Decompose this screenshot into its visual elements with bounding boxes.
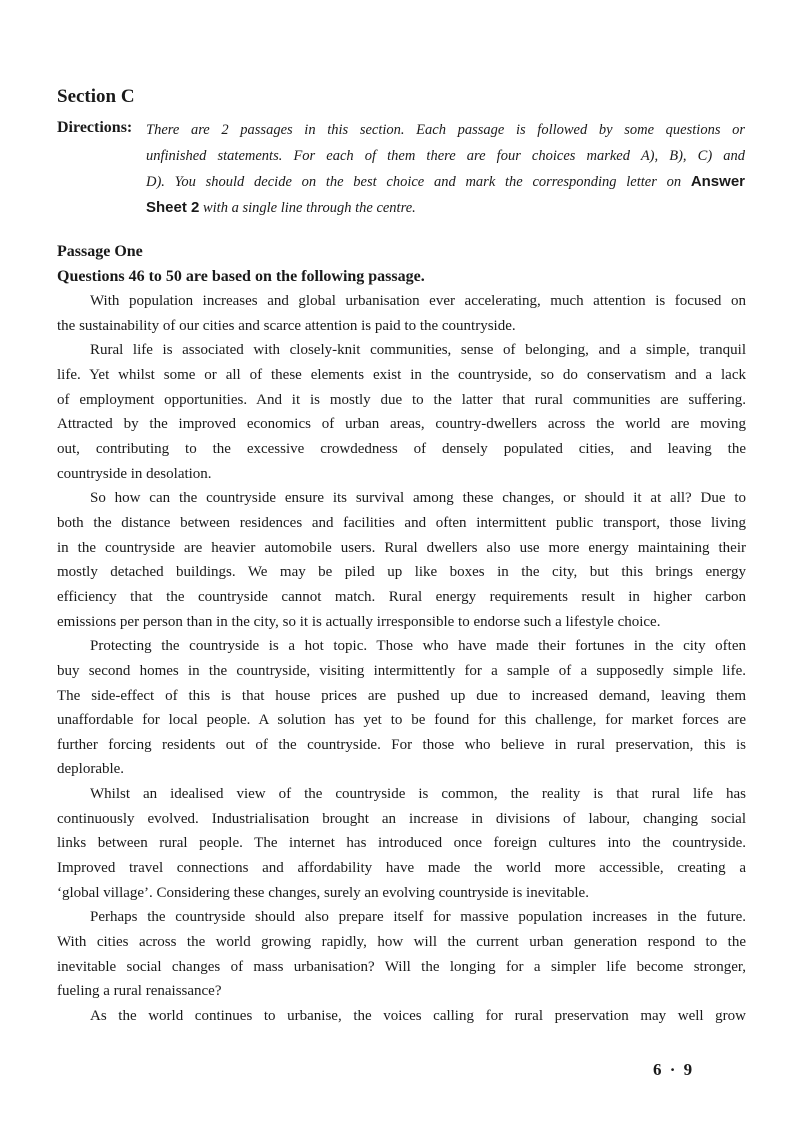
directions-text-segment: There are 2 passages in this section. Each passage is followed by some questions or (146, 122, 745, 138)
passage-body (57, 289, 746, 1029)
paragraph (57, 338, 746, 486)
paragraph-line: of employment opportunities. And it is mostly due to the latter that rural communities are suffering. (57, 391, 746, 408)
questions-note: Questions 46 to 50 are based on the following passage. (57, 268, 425, 285)
passage-title: Passage One (57, 243, 143, 260)
paragraph-line: out, contributing to the excessive crowdedness of densely populated cities, and leaving the (57, 440, 746, 457)
paragraph (57, 905, 746, 1004)
paragraph-line: Perhaps the countryside should also prepare itself for massive population increases in the future. (90, 909, 746, 926)
directions-line (146, 145, 745, 171)
paragraph-line: fueling a rural renaissance? (57, 983, 222, 1000)
paragraph-line: the sustainability of our cities and scarce attention is paid to the countryside. (57, 317, 516, 334)
paragraph-line: both the distance between residences and facilities and often intermittent public transport, those living (57, 514, 746, 531)
paragraph-line: The side-effect of this is that house prices are pushed up due to increased demand, leaving them (57, 687, 746, 704)
paragraph-line: inevitable social changes of mass urbanisation? Will the longing for a simpler life become stronger, (57, 958, 746, 975)
directions-line (146, 119, 745, 145)
paragraph-line: countryside in desolation. (57, 465, 212, 482)
directions-label: Directions: (57, 119, 133, 136)
section-title: Section C (57, 86, 135, 107)
paragraph-line: Attracted by the improved economics of urban areas, country-dwellers across the world are moving (57, 416, 746, 433)
paragraph-line: life. Yet whilst some or all of these elements exist in the countryside, so do conservatism and a lack (57, 366, 746, 383)
directions-text-segment: unfinished statements. For each of them there are four choices marked A), B), C) and (146, 148, 745, 164)
directions-line (146, 171, 745, 197)
paragraph (57, 289, 746, 338)
directions-text-segment: with a single line through the centre. (199, 200, 416, 216)
paragraph-line: With population increases and global urbanisation ever accelerating, much attention is focused on (90, 293, 746, 309)
directions-text (146, 119, 745, 223)
answer-sheet-emphasis: Sheet 2 (146, 199, 200, 216)
paragraph-line: Protecting the countryside is a hot topic. Those who have made their fortunes in the city often (90, 638, 746, 655)
paragraph (57, 782, 746, 905)
paragraph-line: emissions per person than in the city, so it is actually irresponsible to endorse such a lifestyle choice. (57, 613, 661, 630)
paragraph-line: in the countryside are heavier automobile users. Rural dwellers also use more energy maintaining their (57, 539, 746, 556)
page-number: 6 · 9 (653, 1060, 695, 1079)
paragraph-line: efficiency that the countryside cannot match. Rural energy requirements result in higher carbon (57, 588, 746, 605)
paragraph-line: Whilst an idealised view of the countryside is common, the reality is that rural life has (90, 786, 746, 803)
paragraph (57, 634, 746, 782)
paragraph-line: continuously evolved. Industrialisation brought an increase in divisions of labour, changing social (57, 810, 746, 827)
paragraph-line: As the world continues to urbanise, the voices calling for rural preservation may well grow (90, 1008, 746, 1025)
paragraph-line: deplorable. (57, 761, 125, 778)
paragraph (57, 486, 746, 634)
directions-text-segment: D). You should decide on the best choice and mark the corresponding letter on (146, 174, 691, 190)
paragraph-line: So how can the countryside ensure its survival among these changes, or should it at all? Due to (90, 490, 746, 507)
paragraph-line: mostly detached buildings. We may be piled up like boxes in the city, but this brings energy (57, 564, 746, 581)
paragraph-line: ‘global village’. Considering these changes, surely an evolving countryside is inevitable. (57, 884, 589, 901)
paragraph-line: With cities across the world growing rapidly, how will the current urban generation respond to the (57, 934, 746, 951)
paragraph-line: buy second homes in the countryside, visiting intermittently for a sample of a supposedly simple life. (57, 662, 746, 679)
paragraph-line: Rural life is associated with closely-knit communities, sense of belonging, and a simple, tranquil (90, 342, 746, 359)
paragraph-line: unaffordable for local people. A solution has yet to be found for this challenge, for market forces are (57, 712, 746, 729)
paragraph (57, 1004, 746, 1029)
directions-line (146, 197, 745, 223)
paragraph-line: links between rural people. The internet has introduced once foreign cultures into the countryside. (57, 835, 746, 852)
paragraph-line: further forcing residents out of the countryside. For those who believe in rural preservation, this is (57, 736, 746, 753)
paragraph-line: Improved travel connections and affordability have made the world more accessible, creating a (57, 860, 746, 877)
answer-sheet-emphasis: Answer (690, 173, 745, 190)
